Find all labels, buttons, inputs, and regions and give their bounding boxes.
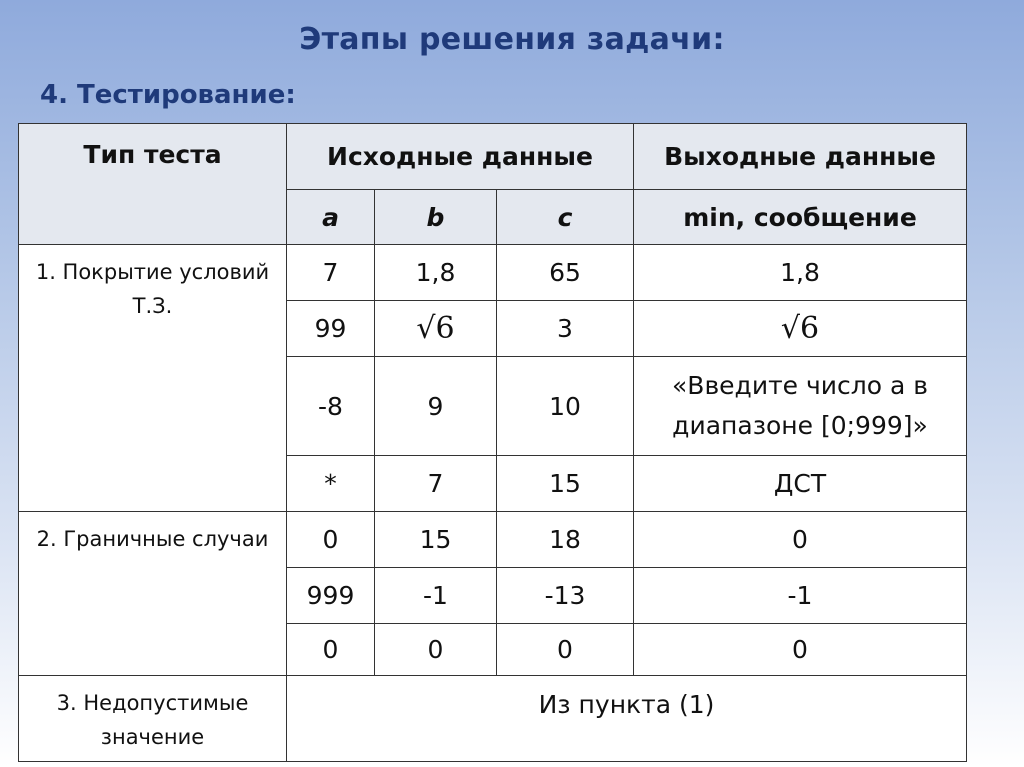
cell-output-message: «Введите число а в диапазоне [0;999]» (634, 357, 967, 456)
cell-c: 0 (497, 624, 634, 676)
cell-c: 65 (497, 245, 634, 301)
cell-output: -1 (634, 568, 967, 624)
cell-output: ДСТ (634, 456, 967, 512)
slide-subtitle: 4. Тестирование: (40, 80, 296, 110)
cell-a: 0 (287, 512, 375, 568)
cell-a: 99 (287, 301, 375, 357)
cell-b: 9 (375, 357, 497, 456)
cell-b: 15 (375, 512, 497, 568)
cell-b: 7 (375, 456, 497, 512)
cell-a: 999 (287, 568, 375, 624)
group-label-coverage: 1. Покрытие условий Т.З. (19, 245, 287, 512)
header-c: c (497, 190, 634, 245)
header-a: a (287, 190, 375, 245)
cell-merged: Из пункта (1) (287, 676, 967, 762)
cell-a: * (287, 456, 375, 512)
cell-c: 3 (497, 301, 634, 357)
cell-c: 10 (497, 357, 634, 456)
group-label-invalid: 3. Недопустимые значение (19, 676, 287, 762)
cell-output: 0 (634, 512, 967, 568)
header-min-message: min, сообщение (634, 190, 967, 245)
cell-c: 15 (497, 456, 634, 512)
cell-c: 18 (497, 512, 634, 568)
cell-output: 0 (634, 624, 967, 676)
cell-b: 0 (375, 624, 497, 676)
group-label-boundary: 2. Граничные случаи (19, 512, 287, 676)
table-header-row (19, 124, 967, 190)
cell-output: √6 (634, 301, 967, 357)
test-table (18, 123, 967, 762)
slide-title: Этапы решения задачи: (299, 22, 725, 57)
cell-output: 1,8 (634, 245, 967, 301)
header-test-type: Тип теста (19, 124, 287, 245)
table-row (19, 245, 967, 301)
cell-b: -1 (375, 568, 497, 624)
cell-a: -8 (287, 357, 375, 456)
header-output-data: Выходные данные (634, 124, 967, 190)
header-input-data: Исходные данные (287, 124, 634, 190)
cell-b: √6 (375, 301, 497, 357)
table-row (19, 512, 967, 568)
cell-c: -13 (497, 568, 634, 624)
cell-b: 1,8 (375, 245, 497, 301)
header-b: b (375, 190, 497, 245)
cell-a: 0 (287, 624, 375, 676)
cell-a: 7 (287, 245, 375, 301)
table-row (19, 676, 967, 762)
